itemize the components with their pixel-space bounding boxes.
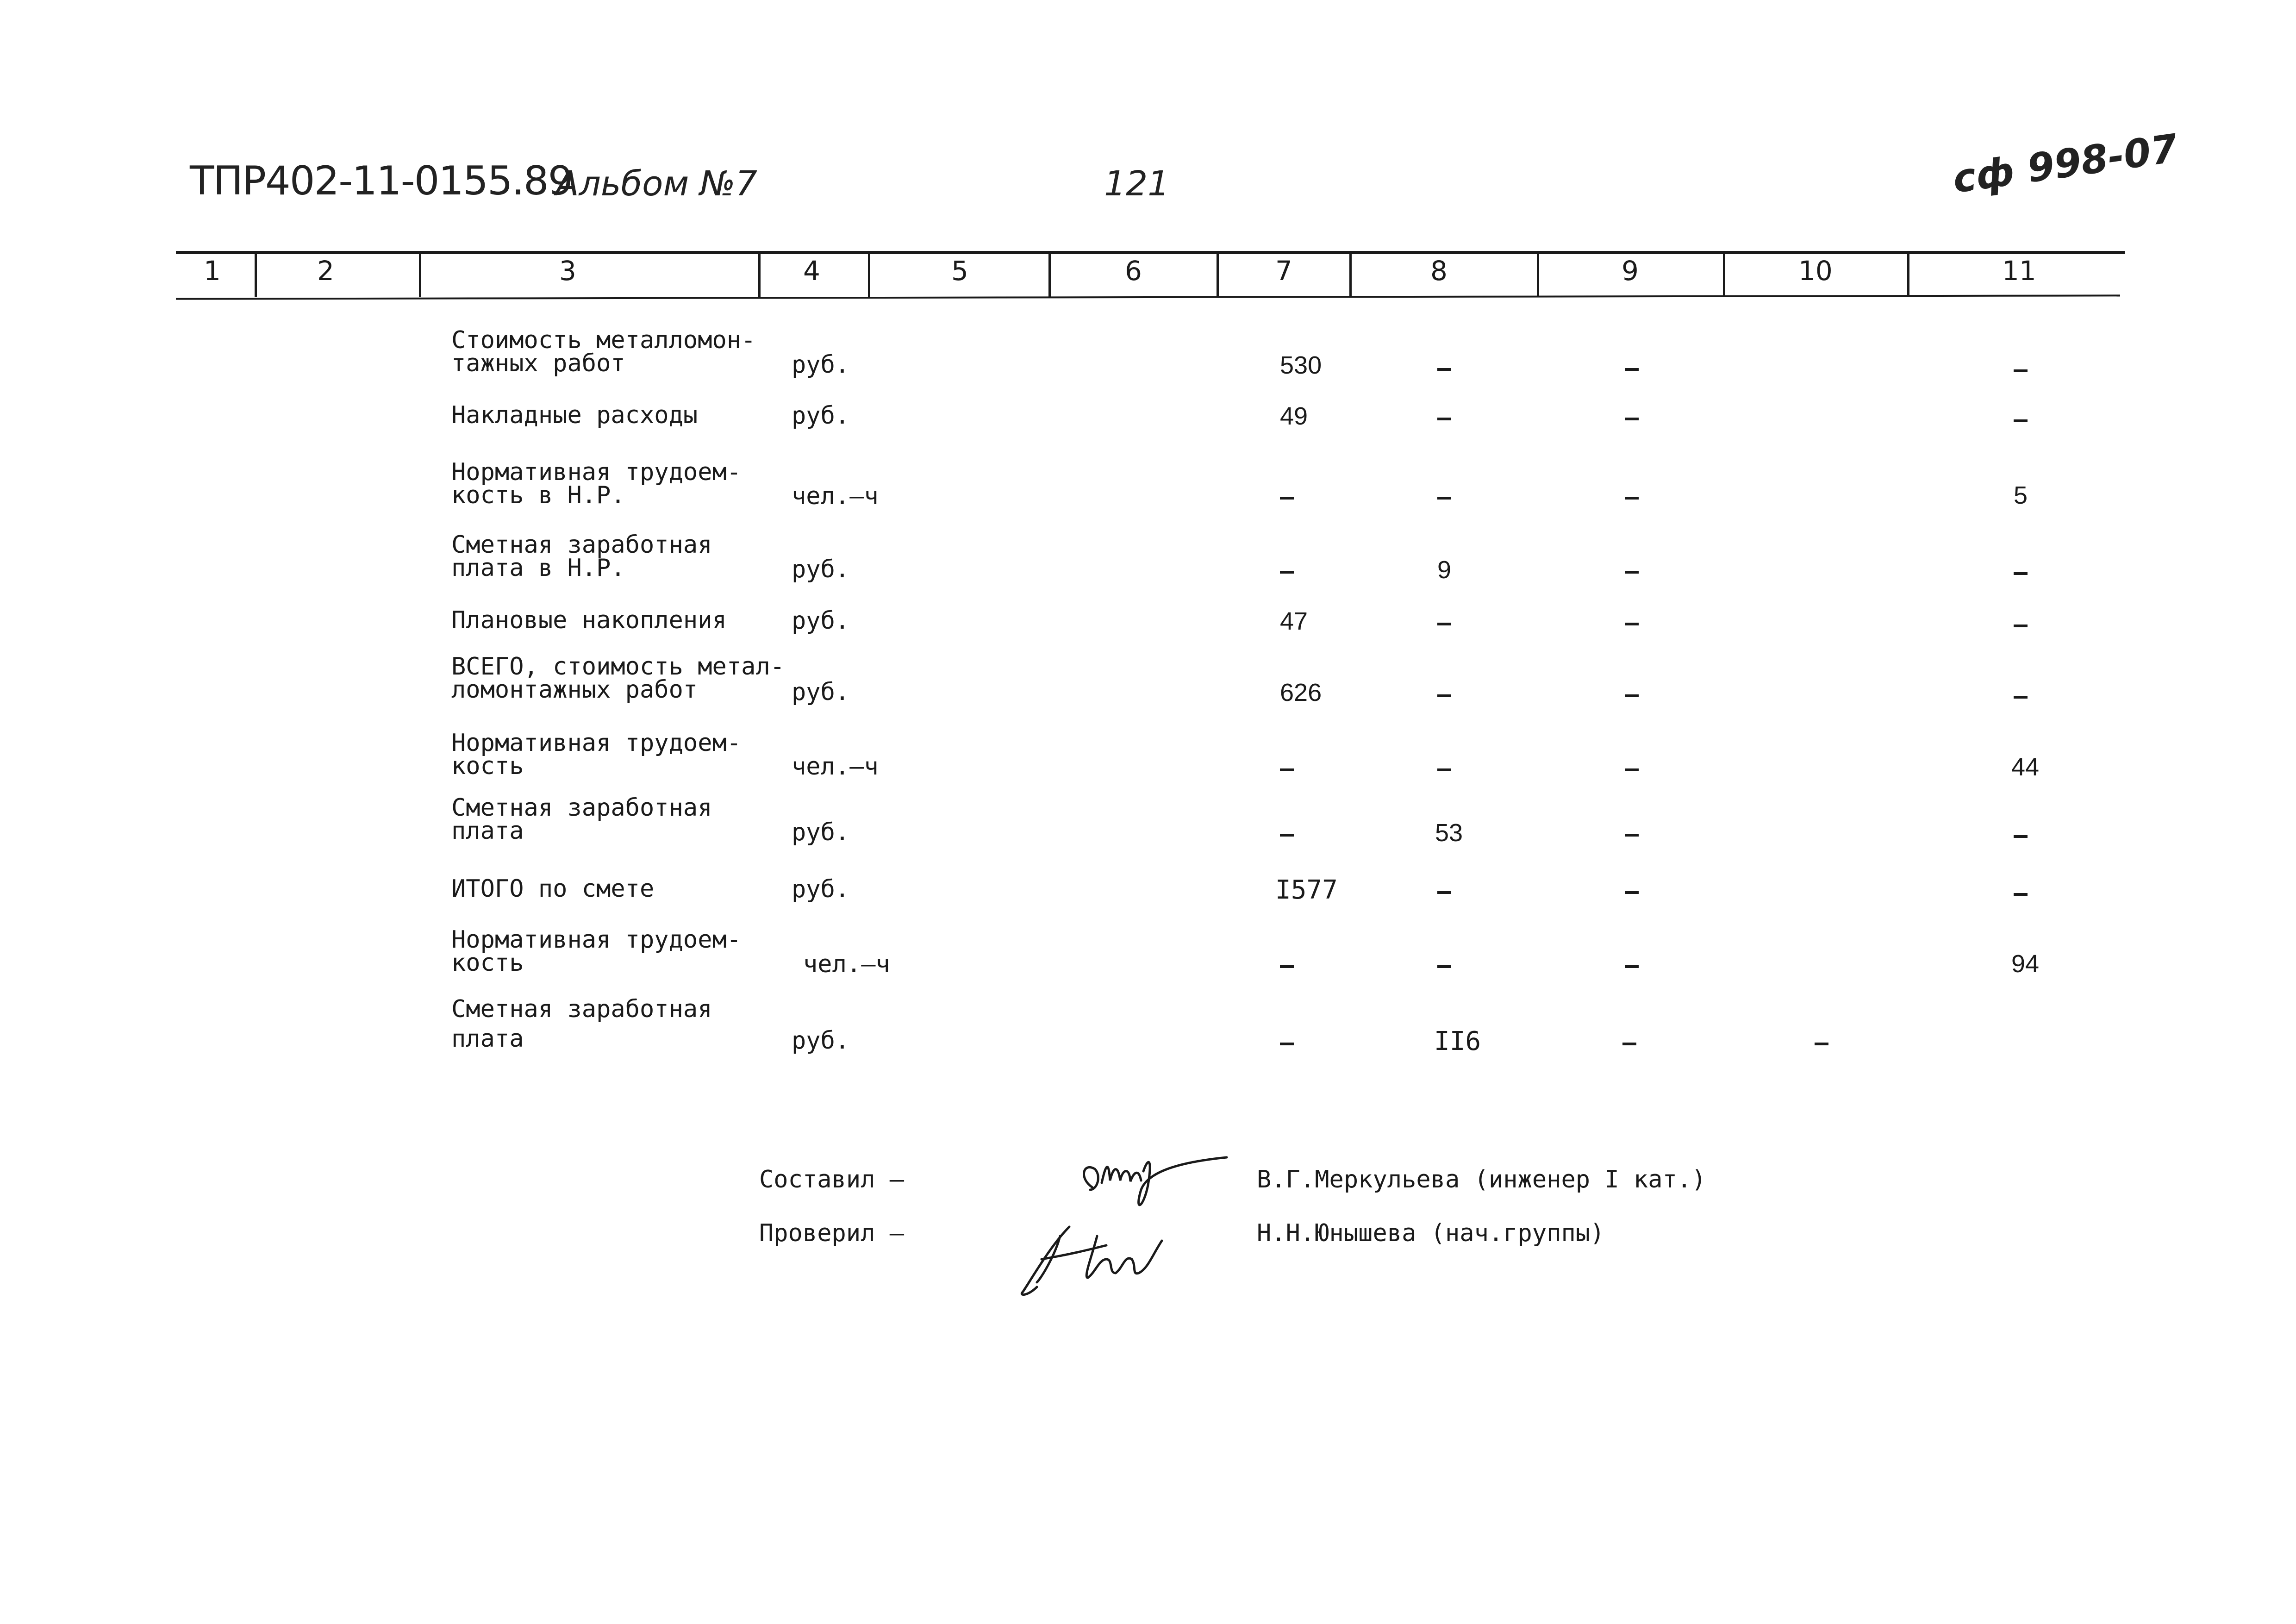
row-col11-dash bbox=[2014, 835, 2028, 838]
row-col7: 49 bbox=[1280, 402, 1308, 430]
signature-checked bbox=[1014, 1208, 1180, 1301]
col-divider-2 bbox=[419, 252, 421, 297]
row-col11-dash bbox=[2014, 893, 2028, 896]
row-description bbox=[451, 731, 741, 778]
album-number: Альбом №7 bbox=[555, 164, 757, 204]
row-unit: руб. bbox=[792, 678, 850, 706]
column-number: 7 bbox=[1275, 255, 1292, 287]
row-col11-dash bbox=[2014, 369, 2028, 372]
column-number: 1 bbox=[204, 255, 221, 287]
row-col8-dash bbox=[1437, 891, 1451, 894]
checked-by-name: Н.Н.Юнышева (нач.группы) bbox=[1257, 1219, 1605, 1247]
row-col7-dash bbox=[1280, 834, 1294, 837]
row-col8-dash bbox=[1437, 623, 1451, 625]
row-col7-dash bbox=[1280, 571, 1294, 574]
row-col8-dash bbox=[1437, 965, 1451, 968]
row-col11-dash bbox=[2014, 419, 2028, 422]
row-description-line: Плановые накопления bbox=[451, 606, 727, 634]
row-col9-dash bbox=[1625, 694, 1639, 697]
checked-by-label: Проверил – bbox=[759, 1219, 905, 1247]
column-number: 4 bbox=[803, 255, 820, 287]
row-col9-dash bbox=[1625, 418, 1639, 420]
row-unit: чел.–ч bbox=[803, 950, 890, 978]
compiled-by-name: В.Г.Меркульева (инженер I кат.) bbox=[1257, 1166, 1706, 1193]
row-col11-dash bbox=[2014, 625, 2028, 627]
row-description bbox=[451, 926, 742, 977]
row-description-line: Сметная заработная bbox=[451, 531, 712, 559]
row-description-line: Стоимость металломон- bbox=[451, 326, 756, 354]
col-divider-10 bbox=[1907, 252, 1909, 297]
row-description-line: ВСЕГО, стоимость метал- bbox=[451, 653, 785, 681]
row-description-line: Сметная заработная bbox=[451, 794, 712, 822]
row-description-line: ломонтажных работ bbox=[451, 676, 698, 704]
row-description bbox=[451, 326, 756, 377]
row-col9-dash bbox=[1625, 368, 1639, 371]
row-description-line: Сметная заработная bbox=[451, 995, 712, 1023]
row-unit: чел.–ч bbox=[792, 753, 879, 781]
row-col8-dash bbox=[1437, 368, 1451, 371]
row-col10-dash bbox=[1815, 1043, 1828, 1045]
row-col7-dash bbox=[1280, 497, 1294, 500]
row-description bbox=[451, 458, 742, 509]
column-number: 10 bbox=[1798, 255, 1833, 287]
column-number: 2 bbox=[317, 255, 334, 287]
col-divider-6 bbox=[1217, 252, 1219, 297]
column-number: 9 bbox=[1622, 255, 1639, 287]
row-col8: 53 bbox=[1435, 819, 1463, 847]
row-col7: 626 bbox=[1280, 679, 1322, 706]
row-col8-dash bbox=[1437, 694, 1451, 697]
table-top-rule bbox=[176, 251, 2125, 254]
compiled-by-label: Составил – bbox=[759, 1166, 905, 1193]
row-description-line: Нормативная трудоем- bbox=[451, 458, 742, 486]
row-col11: 5 bbox=[2014, 481, 2028, 509]
column-number: 3 bbox=[559, 255, 576, 287]
col-divider-1 bbox=[255, 252, 257, 297]
row-col8-dash bbox=[1437, 418, 1451, 420]
row-description-line: ИТОГО по смете bbox=[451, 875, 655, 903]
row-col8: II6 bbox=[1434, 1026, 1481, 1056]
row-description-line: тажных работ bbox=[451, 350, 625, 377]
column-number: 8 bbox=[1430, 255, 1447, 287]
signature-compiled bbox=[1074, 1143, 1241, 1218]
row-description bbox=[451, 533, 712, 580]
row-col9-dash bbox=[1625, 891, 1639, 894]
document-code: ТПР402-11-0155.89 bbox=[190, 158, 573, 204]
archive-code: сф 998-07 bbox=[1950, 125, 2181, 202]
row-col8-dash bbox=[1437, 497, 1451, 500]
row-col11: 94 bbox=[2011, 950, 2040, 978]
row-unit: руб. bbox=[792, 402, 850, 430]
column-number: 5 bbox=[951, 255, 968, 287]
row-unit: руб. bbox=[792, 818, 850, 846]
row-col11-dash bbox=[2014, 572, 2028, 575]
row-description-line: плата bbox=[451, 817, 524, 845]
row-col8-dash bbox=[1437, 768, 1451, 771]
row-description bbox=[451, 994, 712, 1054]
row-col11: 44 bbox=[2011, 753, 2040, 781]
row-description-line: плата в Н.Р. bbox=[451, 554, 625, 582]
row-col9-dash bbox=[1625, 768, 1639, 771]
row-col11-dash bbox=[2014, 696, 2028, 699]
row-description bbox=[451, 653, 785, 704]
row-unit: руб. bbox=[792, 607, 850, 635]
row-unit: руб. bbox=[792, 556, 850, 583]
table-header-bottom-rule bbox=[176, 294, 2120, 300]
row-description-line: кость bbox=[451, 752, 524, 780]
column-number: 6 bbox=[1125, 255, 1142, 287]
row-description-line: Нормативная трудоем- bbox=[451, 729, 742, 757]
row-col9-dash bbox=[1625, 497, 1639, 500]
row-unit: руб. bbox=[792, 351, 850, 379]
col-divider-7 bbox=[1349, 252, 1352, 297]
row-col7-dash bbox=[1280, 768, 1294, 771]
row-col8: 9 bbox=[1437, 556, 1452, 584]
row-description-line: Накладные расходы bbox=[451, 401, 698, 429]
row-col7-dash bbox=[1280, 965, 1294, 968]
col-divider-9 bbox=[1723, 252, 1725, 297]
row-description-line: кость bbox=[451, 949, 524, 977]
row-unit: руб. bbox=[792, 875, 850, 903]
col-divider-5 bbox=[1048, 252, 1051, 297]
row-col7: 530 bbox=[1280, 351, 1322, 379]
col-divider-8 bbox=[1537, 252, 1539, 297]
row-description-line: плата bbox=[451, 1025, 524, 1053]
row-col9-dash bbox=[1625, 623, 1639, 625]
row-col9-dash bbox=[1625, 571, 1639, 574]
row-col7: 47 bbox=[1280, 607, 1308, 635]
row-description-line: кость в Н.Р. bbox=[451, 481, 625, 509]
page-number: 121 bbox=[1104, 164, 1170, 204]
row-description bbox=[451, 875, 655, 903]
row-description bbox=[451, 796, 712, 843]
row-unit: руб. bbox=[792, 1027, 850, 1055]
row-col9-dash bbox=[1625, 834, 1639, 837]
row-description-line: Нормативная трудоем- bbox=[451, 926, 742, 954]
row-col7-dash bbox=[1280, 1043, 1294, 1045]
column-number: 11 bbox=[2002, 255, 2036, 287]
row-col9-dash bbox=[1625, 965, 1639, 968]
row-col9-dash bbox=[1622, 1043, 1636, 1045]
row-unit: чел.–ч bbox=[792, 482, 879, 510]
row-description bbox=[451, 606, 727, 634]
col-divider-4 bbox=[868, 252, 870, 297]
col-divider-3 bbox=[758, 252, 761, 297]
row-description bbox=[451, 401, 698, 429]
row-col7: I577 bbox=[1275, 875, 1338, 905]
